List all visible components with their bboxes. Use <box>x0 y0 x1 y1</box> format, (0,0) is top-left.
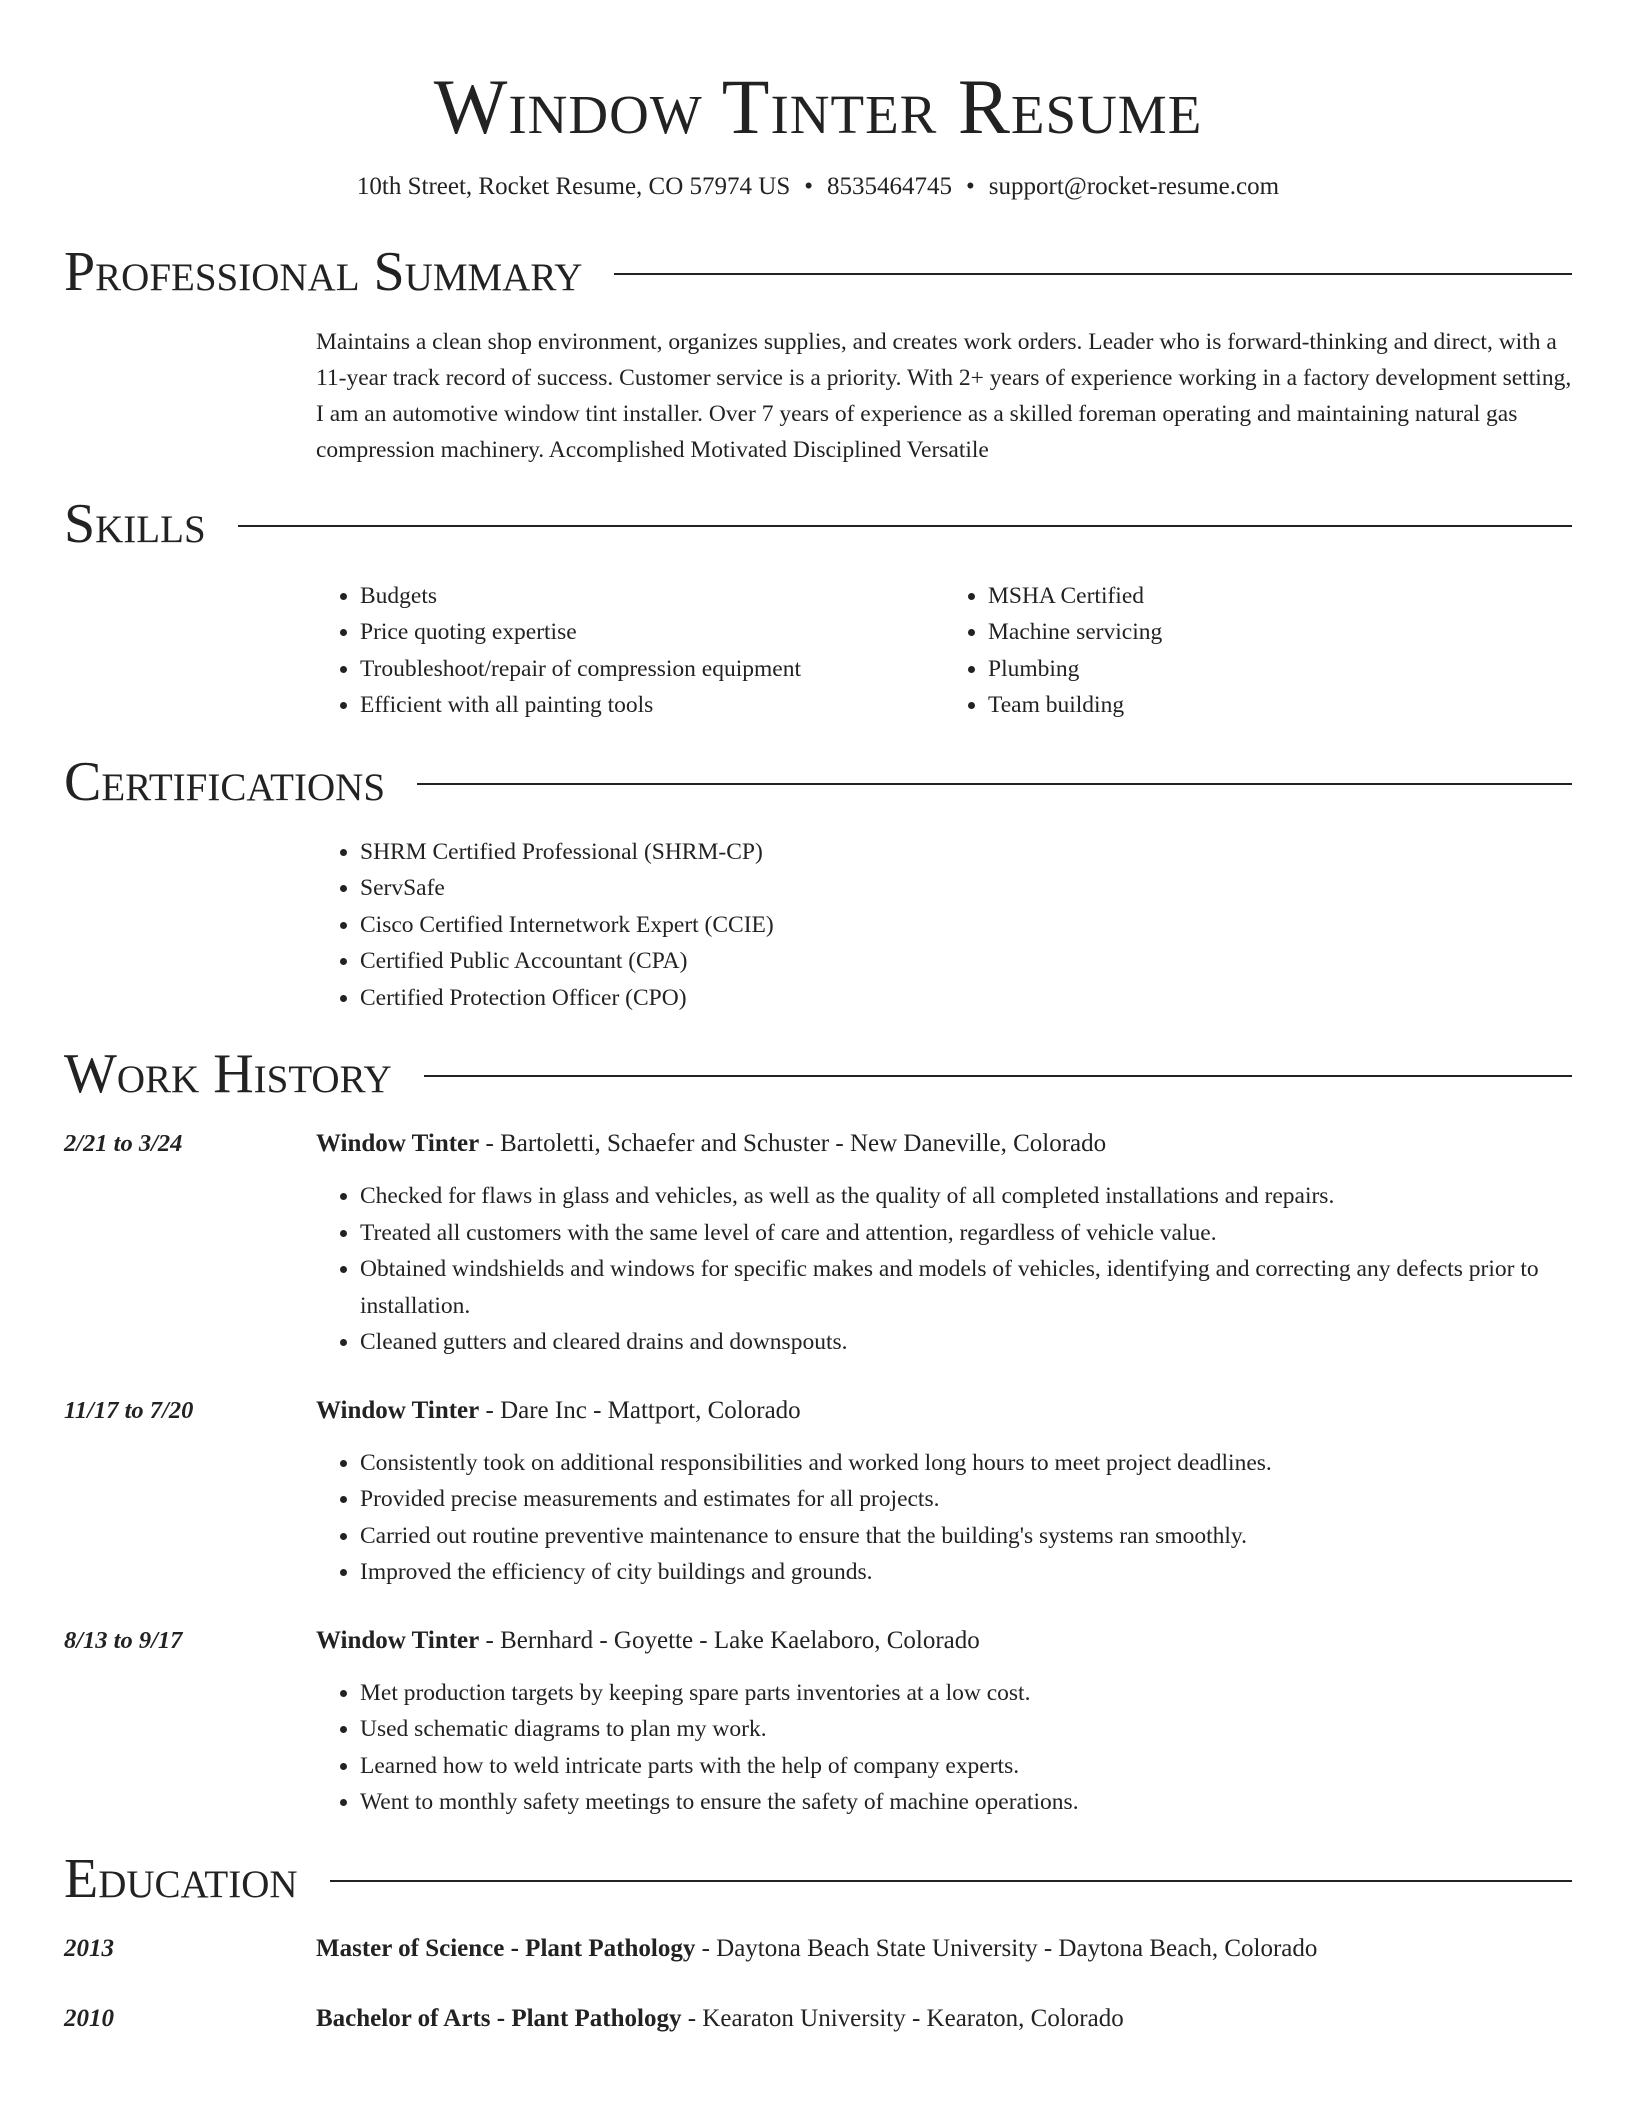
education-degree: Master of Science - Plant Pathology <box>316 1934 696 1962</box>
job-heading <box>316 1393 1572 1429</box>
job-bullet: • Checked for flaws in glass and vehicles, as well as the quality of all completed installations and repairs. <box>360 1178 1572 1215</box>
document-title: Window Tinter Resume <box>433 63 1203 150</box>
skill-item: • Efficient with all painting tools <box>360 687 944 724</box>
contact-separator: • <box>966 172 975 200</box>
section-title-education: Education <box>64 1847 298 1910</box>
section-divider <box>330 1880 1572 1882</box>
work-section-header <box>64 1043 1572 1106</box>
job-entry <box>64 1393 1572 1591</box>
education-year: 2010 <box>64 2004 114 2032</box>
contact-separator: • <box>804 172 813 200</box>
education-degree: Bachelor of Arts - Plant Pathology <box>316 2004 682 2032</box>
education-entry <box>64 2001 1572 2037</box>
education-year: 2013 <box>64 1934 114 1962</box>
certification-item: • ServSafe <box>360 870 1572 907</box>
education-entry <box>64 1931 1572 1967</box>
skill-item: • Team building <box>988 687 1572 724</box>
skill-item: • Machine servicing <box>988 614 1572 651</box>
education-school: - Daytona Beach State University - Daytona Beach, Colorado <box>695 1934 1318 1962</box>
contact-address: 10th Street, Rocket Resume, CO 57974 US <box>356 172 791 200</box>
job-bullet: • Obtained windshields and windows for specific makes and models of vehicles, identifying and correcting any defects prior to installation. <box>360 1251 1572 1324</box>
certifications-section-header <box>64 750 1572 813</box>
job-bullets <box>316 1445 1572 1591</box>
summary-section-header <box>64 240 1572 303</box>
education-school: - Kearaton University - Kearaton, Colorado <box>681 2004 1124 2032</box>
job-dates: 8/13 to 9/17 <box>64 1626 183 1654</box>
summary-text: Maintains a clean shop environment, organizes supplies, and creates work orders. Leader who is forward-thinking and direct, with a 11-year track record of success. Customer service is a priority. With 2+ years of experience working in a factory development setting, I am an automotive window tint installer. Over 7 years of experience as a skilled foreman operating and maintaining natural gas compression machinery. Accomplished Motivated Disciplined Versatile <box>316 328 1572 463</box>
section-title-work-history: Work History <box>64 1043 392 1106</box>
skills-column-right <box>944 578 1572 724</box>
section-divider <box>238 525 1572 527</box>
contact-line <box>64 172 1572 202</box>
job-title: Window Tinter <box>316 1396 480 1424</box>
certification-item: • Cisco Certified Internetwork Expert (CCIE) <box>360 907 1572 944</box>
section-title-certifications: Certifications <box>64 750 386 813</box>
job-employer: - Bartoletti, Schaefer and Schuster - New Daneville, Colorado <box>479 1130 1107 1158</box>
skills-list <box>316 578 1572 724</box>
section-title-summary: Professional Summary <box>64 240 583 303</box>
job-bullet: • Provided precise measurements and estimates for all projects. <box>360 1481 1572 1518</box>
job-bullet: • Went to monthly safety meetings to ensure the safety of machine operations. <box>360 1784 1572 1821</box>
skill-item: • Budgets <box>360 578 944 615</box>
certification-item: • Certified Public Accountant (CPA) <box>360 943 1572 980</box>
job-bullet: • Learned how to weld intricate parts with the help of company experts. <box>360 1748 1572 1785</box>
job-bullet: • Consistently took on additional responsibilities and worked long hours to meet project deadlines. <box>360 1445 1572 1482</box>
skills-section-header <box>64 492 1572 555</box>
job-dates: 11/17 to 7/20 <box>64 1396 194 1424</box>
skill-item: • Price quoting expertise <box>360 614 944 651</box>
section-divider <box>417 783 1572 785</box>
job-employer: - Dare Inc - Mattport, Colorado <box>479 1396 801 1424</box>
skill-item: • MSHA Certified <box>988 578 1572 615</box>
skill-item: • Plumbing <box>988 651 1572 688</box>
job-bullets <box>316 1675 1572 1821</box>
contact-phone: 8535464745 <box>827 172 952 200</box>
section-divider <box>424 1075 1572 1077</box>
certifications-list <box>316 834 1572 1017</box>
job-title: Window Tinter <box>316 1130 480 1158</box>
contact-email: support@rocket-resume.com <box>988 172 1280 200</box>
skill-item: • Troubleshoot/repair of compression equipment <box>360 651 944 688</box>
job-bullet: • Carried out routine preventive maintenance to ensure that the building's systems ran smoothly. <box>360 1518 1572 1555</box>
job-employer: - Bernhard - Goyette - Lake Kaelaboro, Colorado <box>479 1626 980 1654</box>
job-bullet: • Met production targets by keeping spare parts inventories at a low cost. <box>360 1675 1572 1712</box>
job-dates: 2/21 to 3/24 <box>64 1130 183 1158</box>
job-entry <box>64 1623 1572 1821</box>
section-title-skills: Skills <box>64 492 206 555</box>
job-bullet: • Improved the efficiency of city buildings and grounds. <box>360 1554 1572 1591</box>
job-bullet: • Cleaned gutters and cleared drains and downspouts. <box>360 1324 1572 1361</box>
job-heading <box>316 1623 1572 1659</box>
job-heading <box>316 1126 1572 1162</box>
resume-page <box>64 0 1572 2037</box>
job-bullet: • Used schematic diagrams to plan my work. <box>360 1711 1572 1748</box>
job-bullet: • Treated all customers with the same level of care and attention, regardless of vehicle value. <box>360 1215 1572 1252</box>
certification-item: • Certified Protection Officer (CPO) <box>360 980 1572 1017</box>
job-entry <box>64 1126 1572 1361</box>
skills-column-left <box>316 578 944 724</box>
section-divider <box>614 273 1572 275</box>
job-bullets <box>316 1178 1572 1361</box>
certification-item: • SHRM Certified Professional (SHRM-CP) <box>360 834 1572 871</box>
job-title: Window Tinter <box>316 1626 480 1654</box>
education-section-header <box>64 1847 1572 1910</box>
